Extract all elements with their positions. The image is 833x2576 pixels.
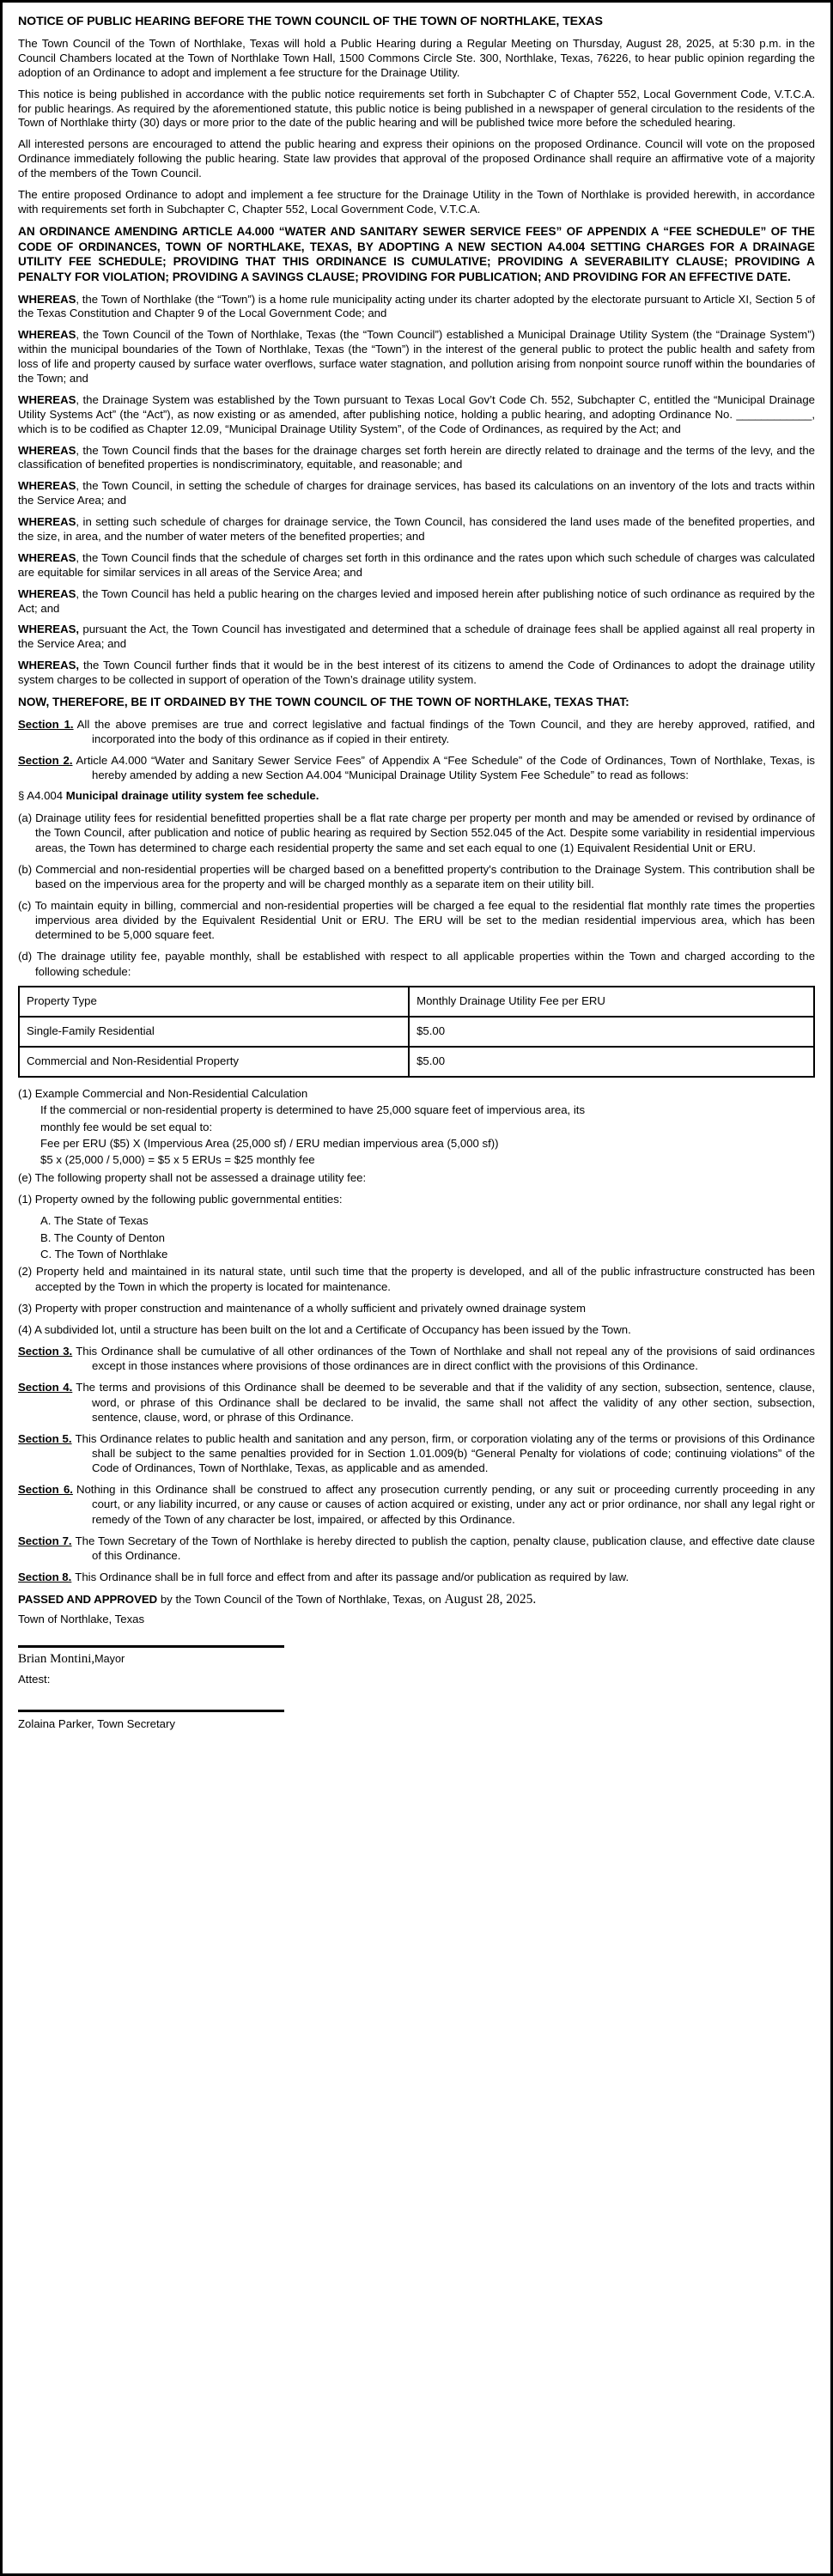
exemption-item-2 bbox=[18, 1264, 815, 1293]
section-6-text: Nothing in this Ordinance shall be construed to affect any prosecution currently pending, or any suit or proceeding currently proceeding in any court, or any liability incurred, or any cause or causes of action acquired or existing, under any act or prior ordinance, nor shall any legal right or remedy of the Town of any character be lost, impaired, or affected by this Ordinance. bbox=[76, 1483, 815, 1526]
subsection-c bbox=[18, 898, 815, 942]
subsection-b-text: Commercial and non-residential properties will be charged based on a benefitted property's contribution to the Drainage System. This contribution shall be based on the impervious area for the property and will be charged monthly as a separate item on their utility bill. bbox=[35, 862, 815, 890]
whereas-clause-1 bbox=[18, 293, 815, 322]
town-line: Town of Northlake, Texas bbox=[18, 1612, 145, 1625]
attest-label: Attest: bbox=[18, 1673, 51, 1686]
notice-paragraph-4: The entire proposed Ordinance to adopt and implement a fee structure for the Drainage Utility in the Town of Northlake is provided herewith, in accordance with requirements set forth in Subchapter C, Chapter 552, Local Government Code, V.T.C.A. bbox=[18, 188, 815, 216]
exemption-item-1-marker: (1) bbox=[18, 1193, 33, 1206]
whereas-clause-8 bbox=[18, 587, 815, 617]
exemption-item-4-text: A subdivided lot, until a structure has been built on the lot and a Certificate of Occupancy has been issued by the Town. bbox=[34, 1322, 631, 1336]
ordinance-caption: AN ORDINANCE AMENDING ARTICLE A4.000 “WATER AND SANITARY SEWER SERVICE FEES” OF APPENDIX A “FEE SCHEDULE” OF THE CODE OF ORDINANCES, TOWN OF NORTHLAKE, TEXAS, BY ADOPTING A NEW SECTION A4.004 SETTING CHARGES FOR A DRAINAGE UTILITY FEE SCHEDULE; PROVIDING THAT THIS ORDINANCE IS CUMULATIVE; PROVIDING A SEVERABILITY CLAUSE; PROVIDING A PENALTY FOR VIOLATION; PROVIDING A SAVINGS CLAUSE; PROVIDING FOR PUBLICATION; AND PROVIDING FOR AN EFFECTIVE DATE. bbox=[18, 224, 815, 283]
subsection-e-text: The following property shall not be assessed a drainage utility fee: bbox=[34, 1170, 367, 1184]
subsection-a-text: Drainage utility fees for residential benefitted properties shall be a flat rate charge per property per month and may be amended or revised by ordinance of the Town Council, after publication and notice of public hearing as required by Section 552.045 of the Act. Despite some variability in residential impervious areas, the Town has determined to charge each residential property the same and set each equal to one (1) Equivalent Residential Unit or ERU. bbox=[35, 811, 815, 854]
table-cell-fee: $5.00 bbox=[409, 1017, 814, 1047]
passed-and-approved-line bbox=[18, 1591, 815, 1608]
section-7-text: The Town Secretary of the Town of Northlake is hereby directed to publish the caption, penalty clause, publication clause, and effective date clause of this Ordinance. bbox=[75, 1534, 815, 1562]
mayor-signature-line bbox=[18, 1645, 284, 1648]
section-2-label: Section 2. bbox=[18, 753, 73, 767]
exemption-item-2-marker: (2) bbox=[18, 1265, 33, 1279]
whereas-clause-10 bbox=[18, 659, 815, 688]
secretary-name-line: Zolaina Parker, Town Secretary bbox=[18, 1717, 176, 1731]
exemption-item-1-text: Property owned by the following public governmental entities: bbox=[34, 1193, 343, 1206]
whereas-text: , the Town Council of the Town of Northlake, Texas (the “Town Council”) established a Municipal Drainage Utility System (the “Drainage System”) within the municipal boundaries of the Town of Northlake, Texas (the “Town”) in the interest of the general public to protect the public health and safety from loss of life and property caused by surface water overflows, surface water stagnation, and pollution arising from nonpoint source runoff within the boundaries of the Town; and bbox=[18, 328, 815, 385]
whereas-text: , the Town of Northlake (the “Town”) is a home rule municipality acting under its charter adopted by the electorate pursuant to Article XI, Section 5 of the Texas Constitution and Chapter 9 of the Local Government Code; and bbox=[18, 292, 815, 320]
whereas-lead: WHEREAS bbox=[18, 515, 76, 529]
whereas-clause-4 bbox=[18, 444, 815, 473]
exempt-entity-c: C. The Town of Northlake bbox=[40, 1248, 168, 1261]
example-heading bbox=[18, 1086, 815, 1101]
section-3 bbox=[18, 1344, 815, 1373]
whereas-lead: WHEREAS, bbox=[18, 623, 80, 636]
whereas-clause-7 bbox=[18, 551, 815, 580]
whereas-lead: WHEREAS bbox=[18, 550, 76, 564]
section-1-text: All the above premises are true and correct legislative and factual findings of the Town Council, and they are hereby approved, ratified, and incorporated into the body of this ordinance as if copied in their entirety. bbox=[76, 717, 815, 745]
ordaining-clause: NOW, THEREFORE, BE IT ORDAINED BY THE TOWN COUNCIL OF THE TOWN OF NORTHLAKE, TEXAS THAT: bbox=[18, 696, 629, 708]
section-4 bbox=[18, 1380, 815, 1424]
whereas-text: , the Drainage System was established by the Town pursuant to Texas Local Gov’t Code Ch. 552, Subchapter C, entitled the “Municipal Drainage Utility Systems Act” (the “Act”), as now existing or as amended, after publishing notice, holding a public hearing, and adopting Ordinance No. ____________, which is to be codified as Chapter 12.09, “Municipal Drainage Utility System”, of the Code of Ordinances, as required by the Act; and bbox=[18, 392, 815, 435]
exemption-item-1 bbox=[18, 1192, 815, 1206]
subsection-a bbox=[18, 811, 815, 854]
whereas-text: , the Town Council finds that the bases for the drainage charges set forth herein are directly related to drainage and the terms of the levy, and the classification of benefited properties is nondiscriminatory, equitable, and reasonable; and bbox=[18, 443, 815, 471]
subsection-d-text: The drainage utility fee, payable monthly, shall be established with respect to all applicable properties within the Town and charged according to the following schedule: bbox=[35, 950, 815, 978]
whereas-lead: WHEREAS bbox=[18, 479, 76, 493]
example-line-1: If the commercial or non-residential property is determined to have 25,000 square feet of impervious area, its bbox=[40, 1103, 586, 1117]
section-3-label: Section 3. bbox=[18, 1345, 73, 1358]
whereas-lead: WHEREAS bbox=[18, 586, 76, 600]
section-4-text: The terms and provisions of this Ordinance shall be deemed to be severable and that if the validity of any section, subsection, sentence, clause, word, or phrase of this Ordinance shall be declared to be invalid, the same shall not affect the validity of any other section, subsection, sentence, clause, word, or phrase of this Ordinance. bbox=[76, 1381, 815, 1424]
section-4-label: Section 4. bbox=[18, 1381, 73, 1394]
subsection-e-marker: (e) bbox=[18, 1170, 33, 1184]
section-7 bbox=[18, 1534, 815, 1563]
page-title: NOTICE OF PUBLIC HEARING BEFORE THE TOWN COUNCIL OF THE TOWN OF NORTHLAKE, TEXAS bbox=[18, 15, 603, 28]
mayor-role: Mayor bbox=[94, 1653, 125, 1666]
subsection-a-marker: (a) bbox=[18, 811, 33, 825]
section-5-text: This Ordinance relates to public health and sanitation and any person, firm, or corporation violating any of the terms or provisions of this Ordinance shall be subject to the same penalties provided for in Section 1.01.009(b) “General Penalty for violations of code; continuing violations” of the Code of Ordinances, Town of Northlake, Texas, as applicable and as amended. bbox=[75, 1431, 815, 1475]
exemption-item-2-text: Property held and maintained in its natural state, until such time that the property is developed, and all of the public infrastructure constructed has been accepted by the Town in which the property is located for maintenance. bbox=[35, 1265, 815, 1293]
subsection-e bbox=[18, 1170, 815, 1185]
whereas-clause-5 bbox=[18, 479, 815, 508]
whereas-lead: WHEREAS bbox=[18, 328, 76, 342]
section-6 bbox=[18, 1482, 815, 1526]
whereas-text: , in setting such schedule of charges for drainage service, the Town Council, has considered the land uses made of the benefited properties, and the size, in area, and the number of water meters of the benefited properties; and bbox=[18, 515, 815, 543]
statute-number: § A4.004 bbox=[18, 789, 64, 803]
table-header-monthly-fee: Monthly Drainage Utility Fee per ERU bbox=[409, 987, 814, 1017]
subsection-d-marker: (d) bbox=[18, 950, 33, 963]
exemption-item-3-marker: (3) bbox=[18, 1301, 33, 1315]
section-5-label: Section 5. bbox=[18, 1431, 72, 1445]
notice-paragraph-3: All interested persons are encouraged to attend the public hearing and express their opinions on the proposed Ordinance. Council will vote on the proposed Ordinance immediately following the public hearing. State law provides that approval of the proposed Ordinance shall require an affirmative vote of a majority of the members of the Town Council. bbox=[18, 137, 815, 180]
fee-schedule-table bbox=[18, 986, 815, 1078]
example-line-4: $5 x (25,000 / 5,000) = $5 x 5 ERUs = $25 monthly fee bbox=[40, 1153, 315, 1167]
subsection-c-text: To maintain equity in billing, commercial and non-residential properties will be charged a fee equal to the residential flat monthly rate times the properties impervious area divided by the Equivalent Residential Unit or ERU. The ERU will be set to the median residential impervious area, which has been determined to be 5,000 square feet. bbox=[34, 898, 815, 942]
section-1 bbox=[18, 717, 815, 746]
whereas-text: the Town Council further finds that it would be in the best interest of its citizens to amend the Code of Ordinances to adopt the drainage utility system charges to be collected in support of operation of the Town’s drainage utility system. bbox=[18, 659, 815, 687]
passed-lead: PASSED AND APPROVED bbox=[18, 1593, 158, 1607]
whereas-clause-2 bbox=[18, 328, 815, 386]
whereas-text: , the Town Council has held a public hearing on the charges levied and imposed herein after publishing notice of such ordinance as required by the Act; and bbox=[18, 586, 815, 615]
section-5 bbox=[18, 1431, 815, 1475]
table-header-row bbox=[19, 987, 814, 1017]
exemption-item-3 bbox=[18, 1301, 815, 1315]
whereas-text: , the Town Council, in setting the schedule of charges for drainage services, has based its calculations on an inventory of the lots and tracts within the Service Area; and bbox=[18, 479, 815, 507]
exemption-item-3-text: Property with proper construction and maintenance of a wholly sufficient and privately owned drainage system bbox=[34, 1301, 586, 1315]
whereas-text: pursuant the Act, the Town Council has investigated and determined that a schedule of drainage fees shall be applied against all real property in the Service Area; and bbox=[18, 623, 815, 651]
section-3-text: This Ordinance shall be cumulative of all other ordinances of the Town of Northlake and shall not repeal any of the provisions of said ordinances except in those instances where provisions of those ordinances are in direct conflict with the provisions of this Ordinance. bbox=[76, 1345, 815, 1373]
whereas-lead: WHEREAS bbox=[18, 392, 76, 406]
whereas-lead: WHEREAS bbox=[18, 292, 76, 306]
table-cell-property-type: Single-Family Residential bbox=[19, 1017, 409, 1047]
notice-paragraph-2: This notice is being published in accordance with the public notice requirements set forth in Subchapter C of Chapter 552, Local Government Code, V.T.C.A. for public hearings. As required by the aforementioned statute, this public notice is being published in a newspaper of general circulation to the residents of the Town of Northlake thirty (30) days or more prior to the date of the public hearing and will be published twice more before the scheduled hearing. bbox=[18, 87, 815, 130]
exempt-entity-a: A. The State of Texas bbox=[40, 1214, 149, 1228]
section-1-label: Section 1. bbox=[18, 717, 74, 731]
whereas-lead: WHEREAS bbox=[18, 443, 76, 457]
section-2-text: Article A4.000 “Water and Sanitary Sewer Service Fees” of Appendix A “Fee Schedule” of the Code of Ordinances, Town of Northlake, Texas, is hereby amended by adding a new Section A4.004 “Municipal Drainage Utility System Fee Schedule” to read as follows: bbox=[76, 753, 816, 782]
whereas-clause-3 bbox=[18, 393, 815, 437]
table-cell-property-type: Commercial and Non-Residential Property bbox=[19, 1047, 409, 1077]
example-line-3: Fee per ERU ($5) X (Impervious Area (25,000 sf) / ERU median impervious area (5,000 sf)) bbox=[40, 1137, 499, 1151]
table-header-property-type: Property Type bbox=[19, 987, 409, 1017]
whereas-text: , the Town Council finds that the schedule of charges set forth in this ordinance and the rates upon which such schedule of charges was calculated are equitable for similar services in all areas of the Service Area; and bbox=[18, 550, 815, 579]
passed-date: August 28, 2025. bbox=[444, 1592, 537, 1607]
section-8 bbox=[18, 1570, 815, 1584]
table-row bbox=[19, 1017, 814, 1047]
subsection-d bbox=[18, 949, 815, 978]
secretary-signature-line bbox=[18, 1710, 284, 1712]
section-2 bbox=[18, 753, 815, 782]
mayor-name-line bbox=[18, 1651, 815, 1668]
mayor-name: Brian Montini, bbox=[18, 1652, 95, 1667]
subsection-b-marker: (b) bbox=[18, 862, 33, 876]
statute-heading bbox=[18, 789, 815, 804]
table-cell-fee: $5.00 bbox=[409, 1047, 814, 1077]
passed-text: by the Town Council of the Town of Northlake, Texas, on bbox=[157, 1593, 445, 1607]
exempt-entity-b: B. The County of Denton bbox=[40, 1230, 165, 1244]
whereas-clause-9 bbox=[18, 623, 815, 652]
section-8-text: This Ordinance shall be in full force and effect from and after its passage and/or publication as required by law. bbox=[75, 1571, 629, 1584]
statute-heading-text: Municipal drainage utility system fee schedule. bbox=[65, 789, 319, 803]
example-marker: (1) bbox=[18, 1086, 33, 1100]
notice-paragraph-1: The Town Council of the Town of Northlake, Texas will hold a Public Hearing during a Regular Meeting on Thursday, August 28, 2025, at 5:30 p.m. in the Council Chambers located at the Town of Northlake Town Hall, 1500 Commons Circle Ste. 300, Northlake, Texas, 76226, to hear public opinion regarding the adoption of an Ordinance to adopt and implement a fee structure for the Drainage Utility. bbox=[18, 37, 815, 79]
table-row bbox=[19, 1047, 814, 1077]
section-6-label: Section 6. bbox=[18, 1483, 73, 1497]
subsection-b bbox=[18, 862, 815, 891]
exemption-item-4 bbox=[18, 1322, 815, 1337]
example-line-2: monthly fee would be set equal to: bbox=[40, 1120, 213, 1133]
whereas-clause-6 bbox=[18, 515, 815, 544]
exemption-item-4-marker: (4) bbox=[18, 1322, 33, 1336]
whereas-lead: WHEREAS, bbox=[18, 659, 80, 672]
example-heading-text: Example Commercial and Non-Residential Calculation bbox=[34, 1086, 308, 1100]
subsection-c-marker: (c) bbox=[18, 898, 32, 912]
section-8-label: Section 8. bbox=[18, 1571, 72, 1584]
section-7-label: Section 7. bbox=[18, 1534, 72, 1547]
